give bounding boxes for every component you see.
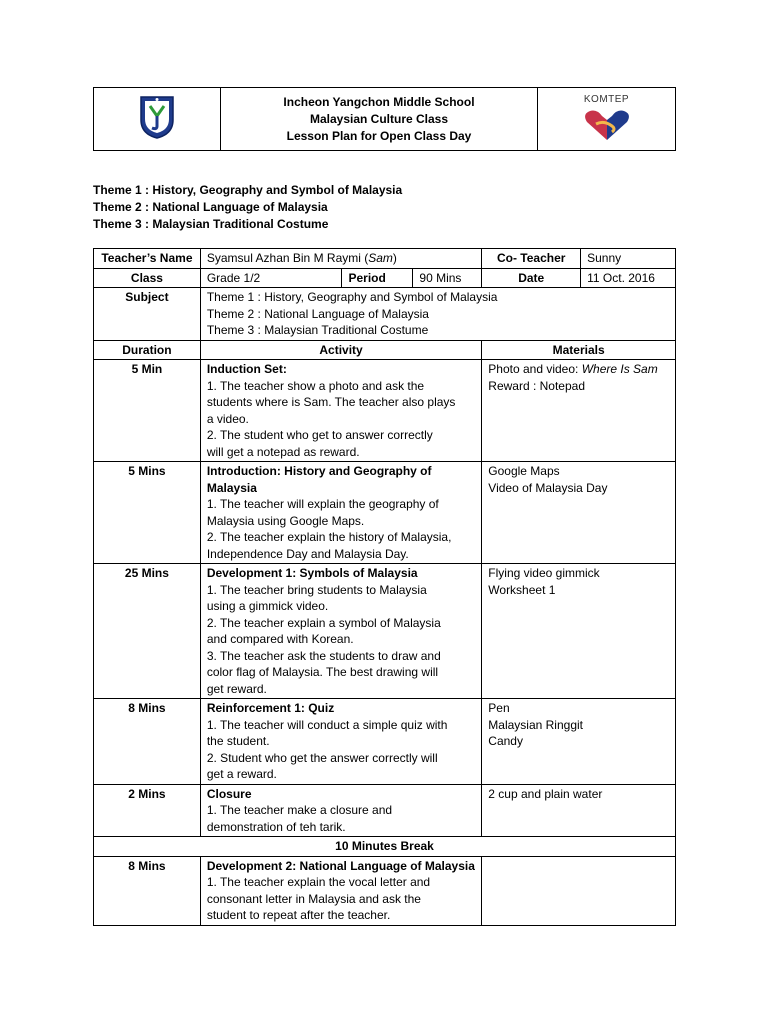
school-logo-cell [94,88,221,151]
materials-cell: 2 cup and plain water [482,784,676,837]
date-label: Date [482,268,581,288]
table-row [94,784,676,837]
table-row [94,699,676,785]
table-row [94,360,676,462]
duration-cell: 2 Mins [94,784,201,837]
subject-value: Theme 1 : History, Geography and Symbol of Malaysia Theme 2 : National Language of Malaysia Theme 3 : Malaysian Traditional Costume [200,288,675,341]
teacher-label: Teacher’s Name [94,249,201,269]
break-row [94,837,676,857]
teacher-nickname: Sam [368,251,393,265]
subject-label: Subject [94,288,201,341]
komtep-logo-cell [538,88,676,151]
subject-row [94,288,676,341]
activity-cell: Introduction: History and Geography of Malaysia 1. The teacher will explain the geography of Malaysia using Google Maps. 2. The teacher explain the history of Malaysia, Independence Day and Malaysia Day. [200,462,481,564]
theme-3: Theme 3 : Malaysian Traditional Costume [93,217,329,231]
theme-2: Theme 2 : National Language of Malaysia [93,200,328,214]
activity-header: Activity [200,340,481,360]
table-row [94,856,676,925]
class-row [94,268,676,288]
activity-cell: Induction Set: 1. The teacher show a photo and ask the students where is Sam. The teacher also plays a video. 2. The student who get to answer correctly will get a notepad as reward. [200,360,481,462]
coteacher-name: Sunny [581,249,676,269]
coteacher-label: Co- Teacher [482,249,581,269]
school-name: Incheon Yangchon Middle School [283,94,475,109]
period-value: 90 Mins [413,268,482,288]
activity-cell: Closure 1. The teacher make a closure and demonstration of teh tarik. [200,784,481,837]
materials-cell [482,856,676,925]
theme-1: Theme 1 : History, Geography and Symbol of Malaysia [93,183,403,197]
materials-cell: Flying video gimmick Worksheet 1 [482,564,676,699]
header-table [93,87,676,151]
column-header-row [94,340,676,360]
komtep-logo [582,92,632,147]
duration-cell: 8 Mins [94,856,201,925]
materials-cell: Pen Malaysian Ringgit Candy [482,699,676,785]
activity-cell: Reinforcement 1: Quiz 1. The teacher will conduct a simple quiz with the student. 2. Student who get the answer correctly will get a reward. [200,699,481,785]
teacher-name: Syamsul Azhan Bin M Raymi (Sam) [200,249,481,269]
duration-header: Duration [94,340,201,360]
themes-list [93,182,402,233]
komtep-logo-text: KOMTEP [583,93,630,105]
materials-cell: Google Maps Video of Malaysia Day [482,462,676,564]
class-label: Class [94,268,201,288]
duration-cell: 25 Mins [94,564,201,699]
activity-cell: Development 2: National Language of Malaysia 1. The teacher explain the vocal letter and consonant letter in Malaysia and ask the student to repeat after the teacher. [200,856,481,925]
duration-cell: 5 Min [94,360,201,462]
date-value: 11 Oct. 2016 [581,268,676,288]
activity-cell: Development 1: Symbols of Malaysia 1. The teacher bring students to Malaysia using a gimmick video. 2. The teacher explain a symbol of Malaysia and compared with Korean. 3. The teacher ask the students to draw and color flag of Malaysia. The best drawing will get reward. [200,564,481,699]
header-title-cell [221,88,538,151]
lesson-plan-table [93,248,676,926]
heart-handshake-icon [582,108,632,142]
teacher-row [94,249,676,269]
table-row [94,564,676,699]
school-crest-icon [138,94,176,140]
class-value: Grade 1/2 [200,268,342,288]
duration-cell: 5 Mins [94,462,201,564]
class-name: Malaysian Culture Class [309,111,449,126]
period-label: Period [342,268,413,288]
duration-cell: 8 Mins [94,699,201,785]
materials-header: Materials [482,340,676,360]
materials-cell: Photo and video: Where Is Sam Reward : Notepad [482,360,676,462]
break-label: 10 Minutes Break [94,837,676,857]
table-row [94,462,676,564]
plan-title: Lesson Plan for Open Class Day [286,128,472,143]
